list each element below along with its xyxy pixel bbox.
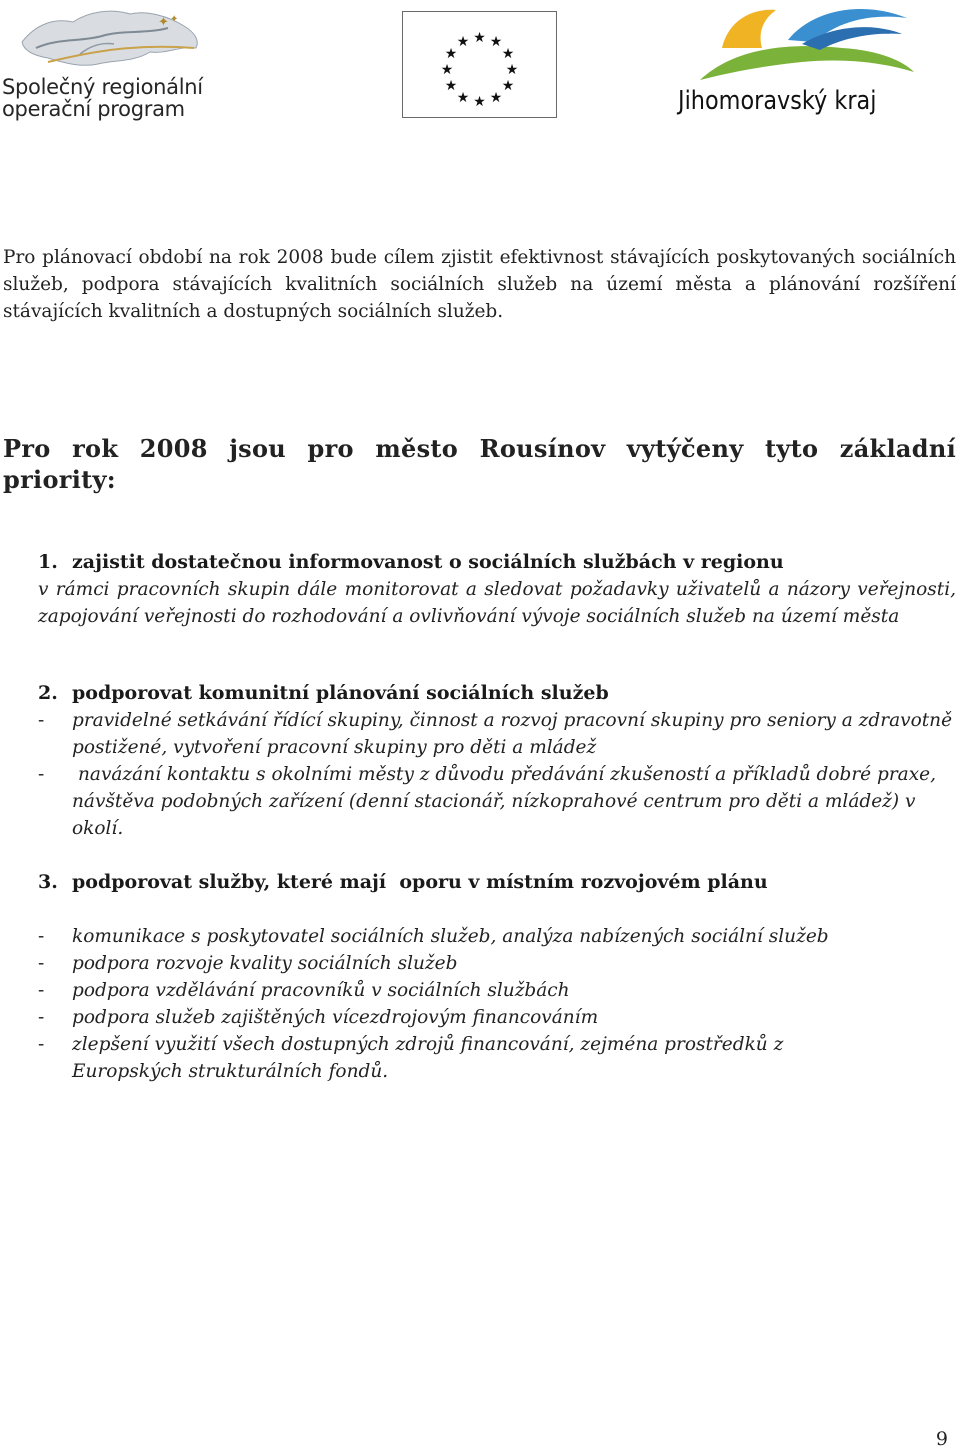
svg-text:★: ★: [473, 94, 486, 110]
svg-text:★: ★: [501, 46, 515, 62]
list-item-text: podpora vzdělávání pracovníků v sociálních službách: [72, 980, 570, 1001]
dash-bullet: -: [38, 710, 45, 731]
list-item-text: navázání kontaktu s okolními městy z důvodu předávání zkušeností a příkladů dobré praxe, návštěva podobných zařízení (denní stacionář, nízkoprahové centrum pro děti a mládež) v okolí.: [72, 764, 936, 839]
svg-text:★: ★: [444, 46, 458, 62]
list-item: [38, 1031, 956, 1085]
priority-1-title-text: zajistit dostatečnou informovanost o sociálních službách v regionu: [72, 551, 784, 573]
priority-3-title-text: podporovat služby, které mají oporu v místním rozvojovém plánu: [72, 871, 768, 893]
srop-logo: [0, 2, 215, 122]
list-item: [38, 707, 956, 761]
svg-text:★: ★: [501, 78, 515, 94]
list-item-text: zlepšení využití všech dostupných zdrojů financování, zejména prostředků z Europských strukturálních fondů.: [72, 1034, 784, 1082]
dash-bullet: -: [38, 980, 45, 1001]
priority-3-list: [38, 923, 956, 1085]
list-item: [38, 1004, 956, 1031]
list-item: [38, 761, 956, 842]
priority-3-title: [38, 869, 956, 896]
list-item: [38, 977, 956, 1004]
page-number: 9: [935, 1428, 948, 1450]
svg-text:✦: ✦: [170, 14, 179, 25]
dash-bullet: -: [38, 764, 45, 785]
svg-text:★: ★: [444, 78, 458, 94]
priorities-heading: Pro rok 2008 jsou pro město Rousínov vytýčeny tyto základní priority:: [3, 434, 956, 494]
svg-text:★: ★: [489, 34, 503, 50]
priority-1: [38, 549, 956, 630]
srop-line-2: operační program: [2, 97, 185, 121]
dash-bullet: -: [38, 953, 45, 974]
priority-3-number: 3.: [38, 871, 58, 893]
svg-text:★: ★: [456, 34, 470, 50]
list-item-text: podpora rozvoje kvality sociálních služeb: [72, 953, 458, 974]
eu-flag-stars-icon: [403, 12, 556, 117]
czech-map-icon: [18, 2, 208, 74]
svg-text:★: ★: [456, 90, 470, 106]
priority-2-number: 2.: [38, 682, 58, 704]
eu-logo: [402, 11, 557, 118]
jihomoravsky-kraj-text: Jihomoravský kraj: [678, 86, 877, 116]
priority-1-title: [38, 549, 956, 576]
priority-2-list: [38, 707, 956, 842]
priority-2-title: [38, 680, 956, 707]
dash-bullet: -: [38, 1034, 45, 1055]
priority-2: [38, 680, 956, 842]
list-item-text: pravidelné setkávání řídící skupiny, činnost a rozvoj pracovní skupiny pro seniory a zdravotně postižené, vytvoření pracovní skupiny pro děti a mládež: [72, 710, 953, 758]
priority-1-number: 1.: [38, 551, 58, 573]
svg-text:★: ★: [473, 30, 486, 46]
list-item: [38, 923, 956, 950]
list-item-text: podpora služeb zajištěných vícezdrojovým financováním: [72, 1007, 599, 1028]
srop-line-1: Společný regionální: [2, 75, 203, 99]
svg-text:★: ★: [505, 62, 519, 78]
priority-2-title-text: podporovat komunitní plánování sociálních služeb: [72, 682, 609, 704]
region-emblem-icon: [692, 0, 922, 86]
priority-1-text: v rámci pracovních skupin dále monitorovat a sledovat požadavky uživatelů a názory veřejnosti, zapojování veřejnosti do rozhodování a ovlivňování vývoje sociálních služeb na území města: [38, 579, 956, 627]
dash-bullet: -: [38, 926, 45, 947]
svg-text:★: ★: [489, 90, 503, 106]
srop-logo-text: [2, 76, 217, 120]
dash-bullet: -: [38, 1007, 45, 1028]
svg-text:★: ★: [440, 62, 454, 78]
jihomoravsky-kraj-logo: [672, 0, 932, 125]
list-item-text: komunikace s poskytovatel sociálních služeb, analýza nabízených sociální služeb: [72, 926, 829, 947]
svg-text:✦: ✦: [158, 15, 169, 30]
priority-3: [38, 869, 956, 1085]
list-item: [38, 950, 956, 977]
intro-paragraph: Pro plánovací období na rok 2008 bude cílem zjistit efektivnost stávajících poskytovaných sociálních služeb, podpora stávajících kvalitních sociálních služeb na území města a plánování rozšíření stávajících kvalitních a dostupných sociálních služeb.: [3, 247, 956, 322]
